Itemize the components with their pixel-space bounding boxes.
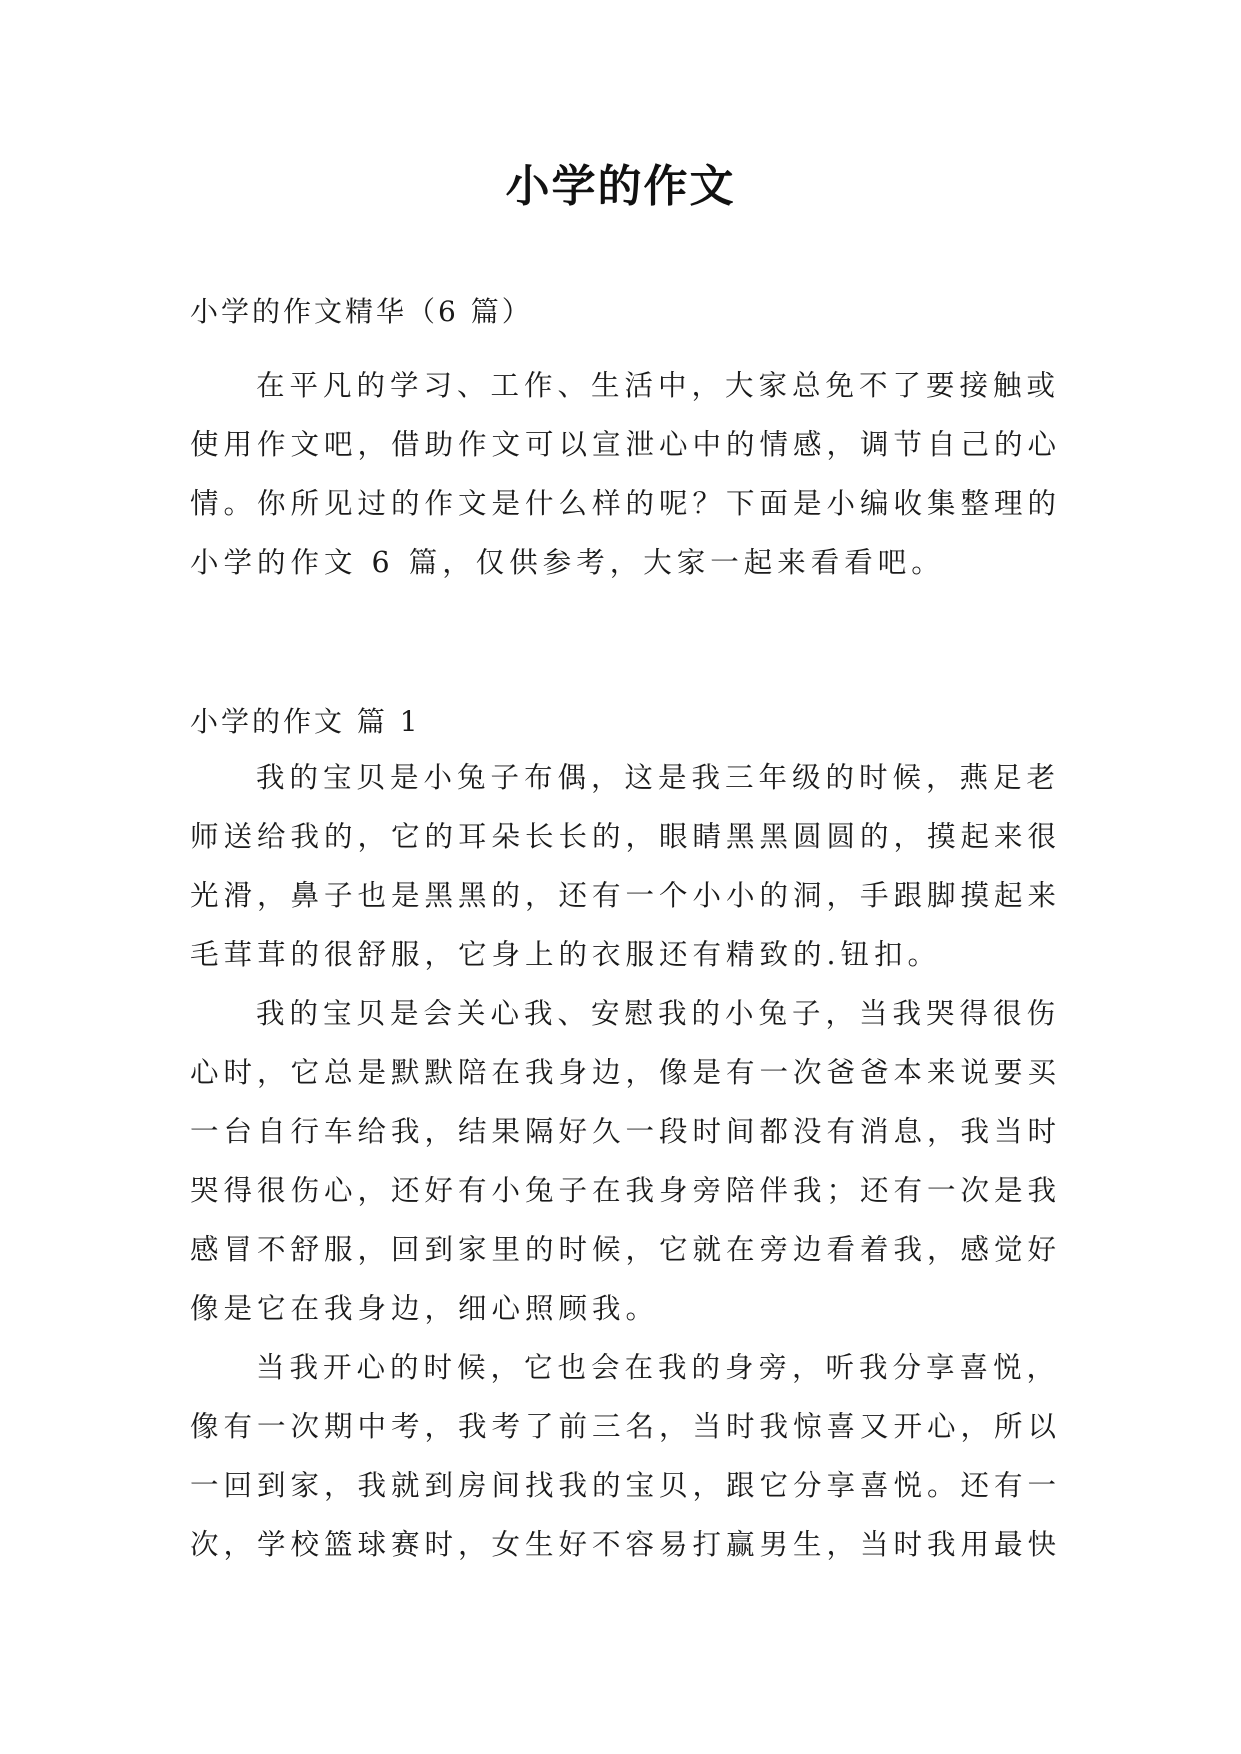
text-line: 感冒不舒服，回到家里的时候，它就在旁边看着我，感觉好: [190, 1233, 1062, 1266]
text-line: 师送给我的，它的耳朵长长的，眼睛黑黑圆圆的，摸起来很: [190, 820, 1062, 853]
document-subtitle: 小学的作文精华（6 篇）: [190, 295, 533, 328]
text-line: 心时，它总是默默陪在我身边，像是有一次爸爸本来说要买: [190, 1056, 1062, 1089]
text-line: 像有一次期中考，我考了前三名，当时我惊喜又开心，所以: [190, 1410, 1062, 1443]
text-line: 哭得很伤心，还好有小兔子在我身旁陪伴我；还有一次是我: [190, 1174, 1062, 1207]
text-line: 一台自行车给我，结果隔好久一段时间都没有消息，我当时: [190, 1115, 1062, 1148]
body-paragraph-2: [190, 984, 1060, 1338]
body-paragraph-3: [190, 1338, 1060, 1574]
text-line: 小学的作文 6 篇，仅供参考，大家一起来看看吧。: [190, 546, 945, 579]
text-line: 我的宝贝是小兔子布偶，这是我三年级的时候，燕足老: [256, 761, 1061, 794]
document-title: 小学的作文: [505, 161, 736, 212]
text-line: 当我开心的时候，它也会在我的身旁，听我分享喜悦，: [256, 1351, 1061, 1384]
text-line: 在平凡的学习、工作、生活中，大家总免不了要接触或: [256, 369, 1061, 402]
section-heading: 小学的作文 篇 1: [190, 705, 421, 738]
body-paragraph-1: [190, 748, 1060, 984]
text-line: 我的宝贝是会关心我、安慰我的小兔子，当我哭得很伤: [256, 997, 1061, 1030]
text-line: 一回到家，我就到房间找我的宝贝，跟它分享喜悦。还有一: [190, 1469, 1062, 1502]
text-line: 情。你所见过的作文是什么样的呢？下面是小编收集整理的: [190, 487, 1062, 520]
text-line: 毛茸茸的很舒服，它身上的衣服还有精致的.钮扣。: [190, 938, 942, 971]
text-line: 使用作文吧，借助作文可以宣泄心中的情感，调节自己的心: [190, 428, 1062, 461]
text-line: 次，学校篮球赛时，女生好不容易打赢男生，当时我用最快: [190, 1528, 1062, 1561]
intro-paragraph: [190, 356, 1060, 592]
text-line: 光滑，鼻子也是黑黑的，还有一个小小的洞，手跟脚摸起来: [190, 879, 1062, 912]
text-line: 像是它在我身边，细心照顾我。: [190, 1292, 660, 1325]
